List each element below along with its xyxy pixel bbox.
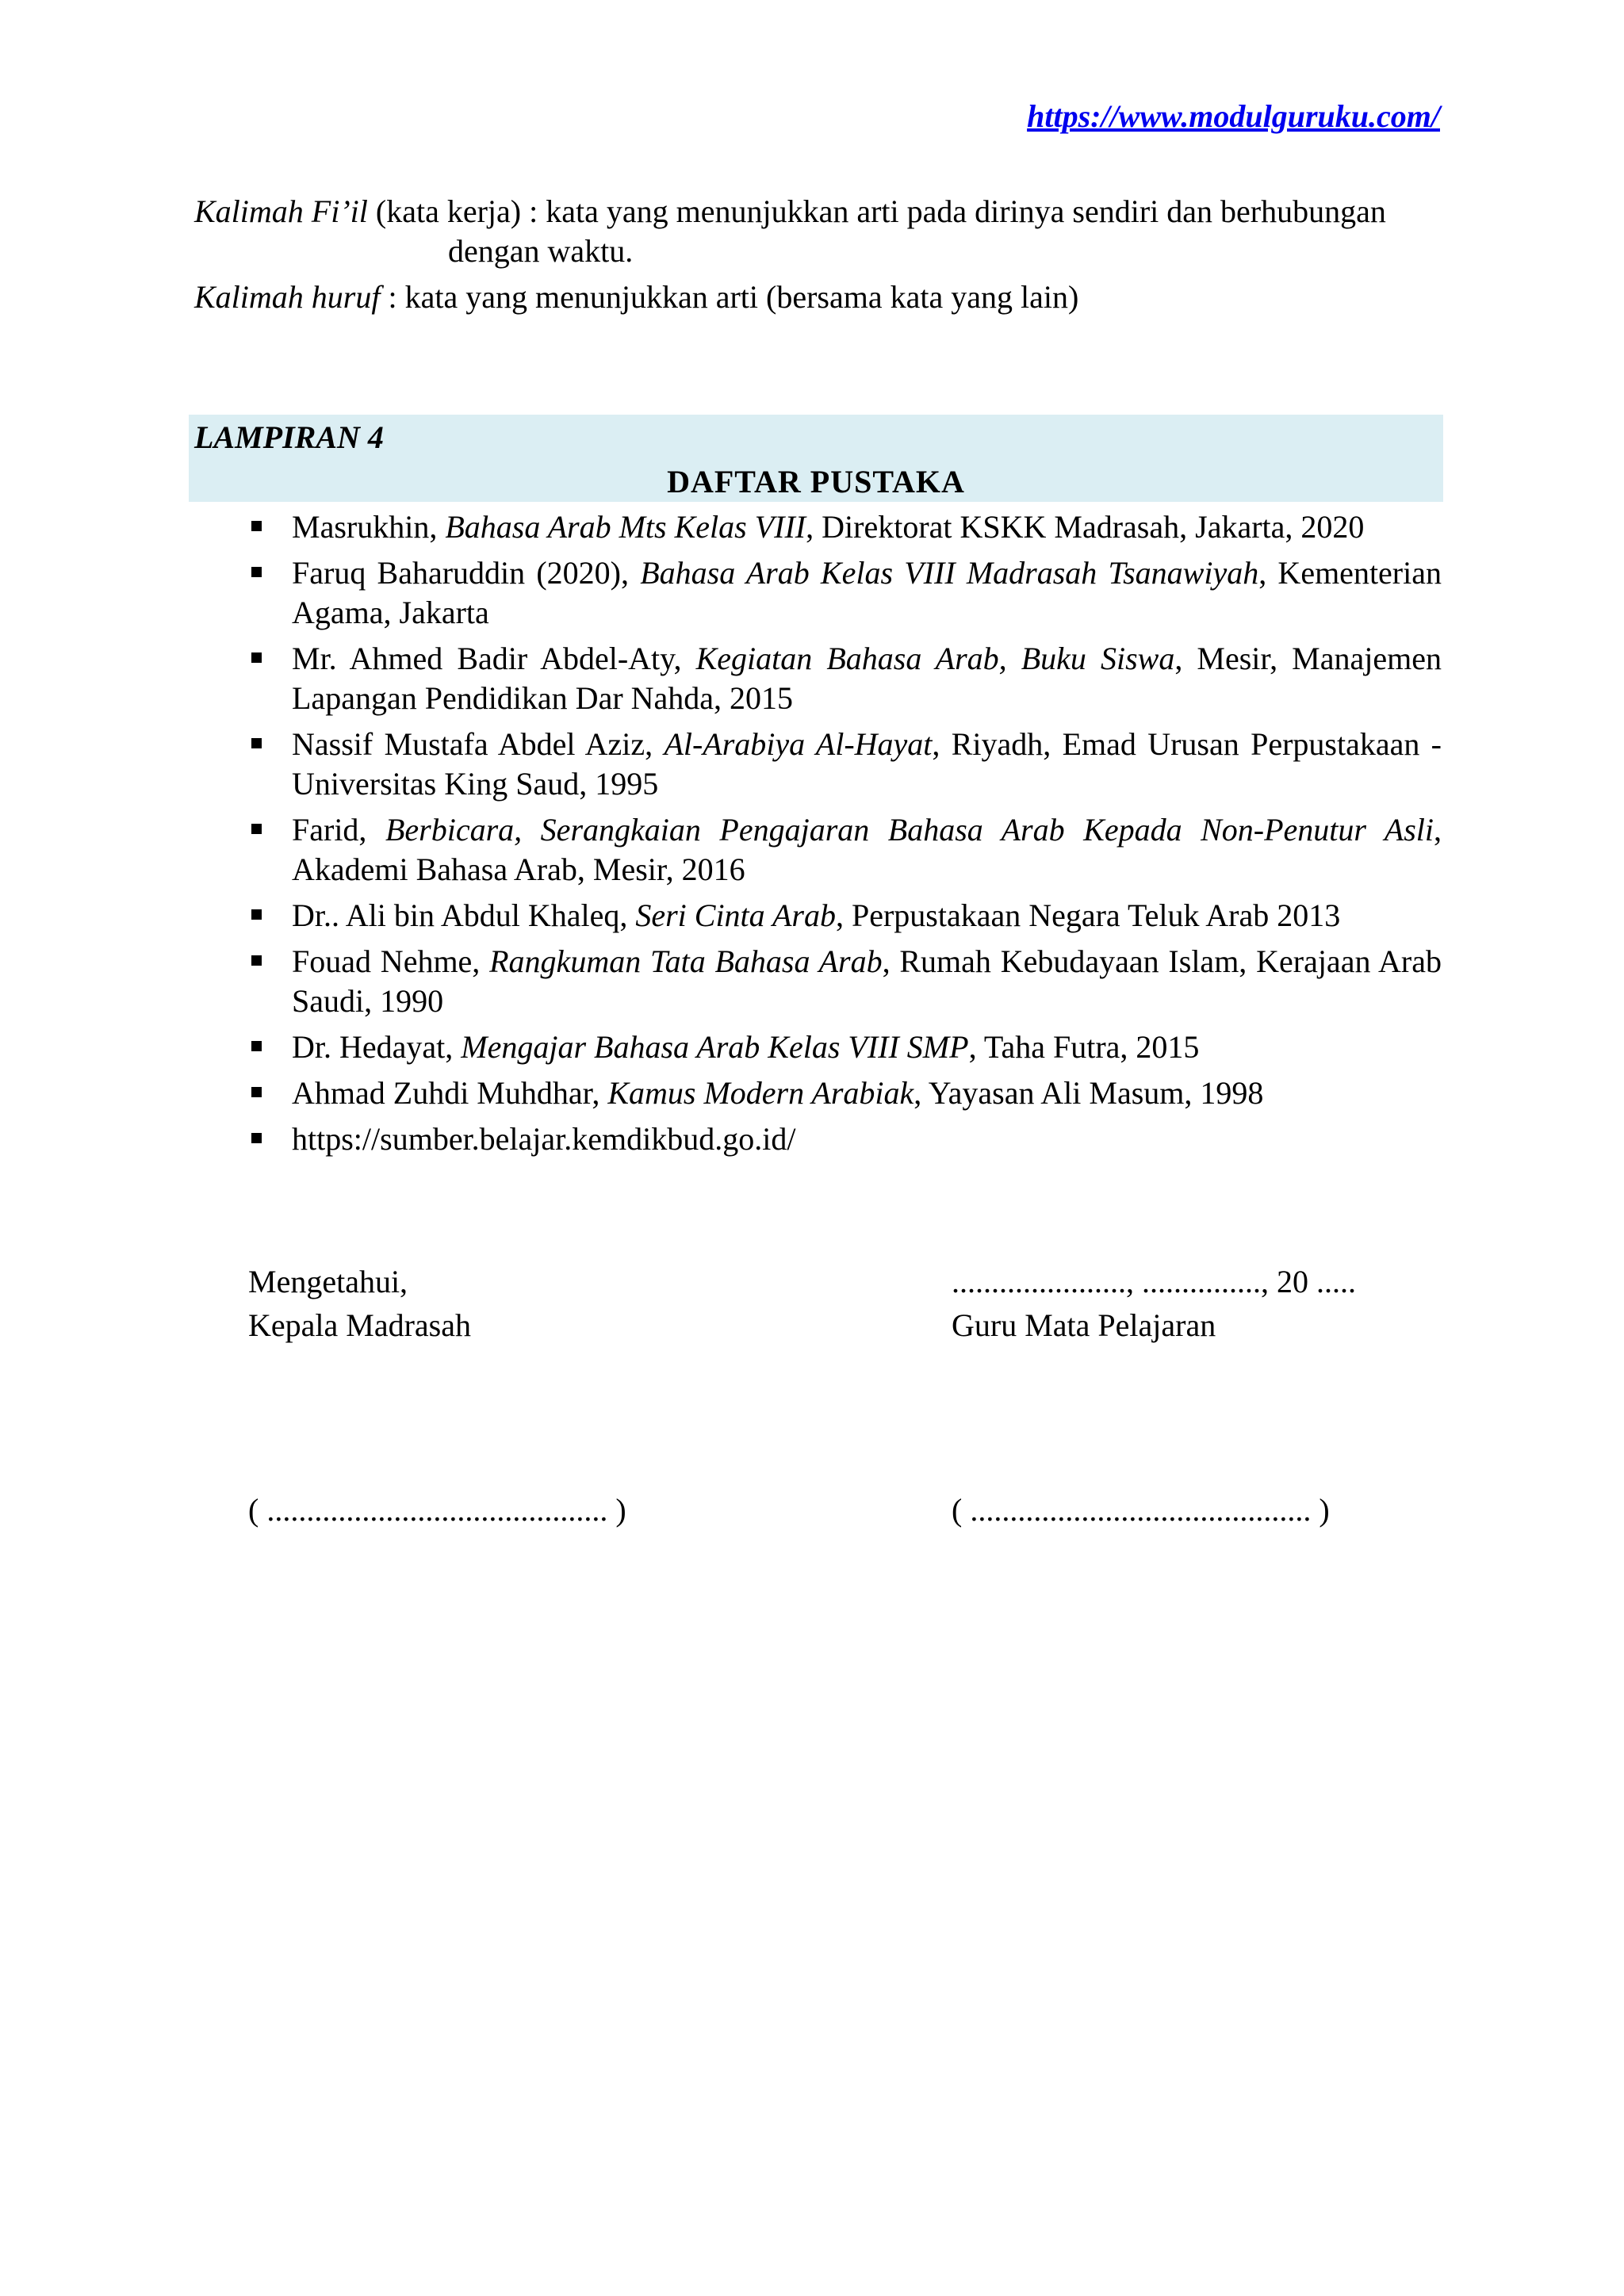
definition-term: Kalimah Fi’il [194,193,368,229]
reference-publisher: , Akademi Bahasa Arab, Mesir, 2016 [292,812,1442,887]
header-url-link[interactable]: https://www.modulguruku.com/ [1027,98,1440,134]
square-bullet-icon [251,1041,262,1051]
definition-text: : kata yang menunjukkan arti (bersama kata yang lain) [380,279,1079,315]
square-bullet-icon [251,1133,262,1143]
reference-item [252,1119,1442,1159]
reference-item [252,810,1442,890]
square-bullet-icon [251,521,262,531]
definition-kalimah-huruf [194,277,1441,317]
reference-title: Kamus Modern Arabiak [607,1075,914,1111]
square-bullet-icon [251,567,262,577]
signature-kepala-madrasah: Kepala Madrasah [248,1307,471,1343]
square-bullet-icon [251,1087,262,1097]
square-bullet-icon [251,738,262,748]
reference-author: Nassif Mustafa Abdel Aziz, [292,726,665,762]
reference-item [252,1027,1442,1067]
signature-mengetahui: Mengetahui, [248,1264,408,1299]
reference-publisher: , Rumah Kebudayaan Islam, Kerajaan Arab Saudi, 1990 [292,943,1442,1019]
square-bullet-icon [251,909,262,920]
reference-title: Berbicara, Serangkaian Pengajaran Bahasa Arab Kepada Non-Penutur Asli [385,812,1434,848]
signature-name-left: ( ........................................... ) [248,1492,626,1528]
reference-publisher: , Kementerian Agama, Jakarta [292,555,1442,630]
reference-item [252,639,1442,718]
section-title: DAFTAR PUSTAKA [667,464,965,499]
definition-kalimah-fiil [194,192,1441,271]
reference-publisher: , Riyadh, Emad Urusan Perpustakaan - Universitas King Saud, 1995 [292,726,1442,802]
signature-place-date: ......................, ..............., 20 ..... [952,1264,1356,1299]
reference-item [252,1073,1442,1113]
reference-title: Seri Cinta Arab [635,897,836,933]
reference-title: Kegiatan Bahasa Arab, Buku Siswa [695,641,1175,676]
signature-name-right: ( ........................................... ) [952,1492,1330,1528]
reference-publisher: , Yayasan Ali Masum, 1998 [914,1075,1264,1111]
reference-publisher: , Perpustakaan Negara Teluk Arab 2013 [835,897,1341,933]
reference-url: https://sumber.belajar.kemdikbud.go.id/ [292,1121,796,1157]
reference-publisher: , Mesir, Manajemen Lapangan Pendidikan Dar Nahda, 2015 [292,641,1442,716]
reference-item [252,942,1442,1021]
reference-item [252,553,1442,633]
reference-author: Masrukhin, [292,509,446,545]
reference-publisher: , Taha Futra, 2015 [968,1029,1200,1065]
signature-guru-mata-pelajaran: Guru Mata Pelajaran [952,1307,1216,1343]
definition-text-continued: dengan waktu. [448,233,634,269]
reference-author: Dr.. Ali bin Abdul Khaleq, [292,897,636,933]
reference-author: Ahmad Zuhdi Muhdhar, [292,1075,608,1111]
definition-term: Kalimah huruf [194,279,381,315]
reference-title: Rangkuman Tata Bahasa Arab [489,943,883,979]
square-bullet-icon [251,955,262,966]
reference-list [252,507,1442,1165]
reference-item [252,725,1442,804]
reference-title: Al-Arabiya Al-Hayat [664,726,933,762]
reference-author: Mr. Ahmed Badir Abdel-Aty, [292,641,696,676]
reference-title: Bahasa Arab Kelas VIII Madrasah Tsanawiyah [640,555,1259,591]
square-bullet-icon [251,824,262,834]
reference-item [252,896,1442,936]
reference-author: Farid, [292,812,385,848]
reference-author: Fouad Nehme, [292,943,490,979]
reference-title: Bahasa Arab Mts Kelas VIII [445,509,806,545]
reference-item [252,507,1442,547]
lampiran-label: LAMPIRAN 4 [194,419,384,455]
reference-author: Dr. Hedayat, [292,1029,462,1065]
reference-title: Mengajar Bahasa Arab Kelas VIII SMP [461,1029,969,1065]
reference-publisher: , Direktorat KSKK Madrasah, Jakarta, 2020 [806,509,1365,545]
definition-text: (kata kerja) : kata yang menunjukkan arti pada dirinya sendiri dan berhubungan [367,193,1386,229]
square-bullet-icon [251,652,262,663]
reference-author: Faruq Baharuddin (2020), [292,555,641,591]
